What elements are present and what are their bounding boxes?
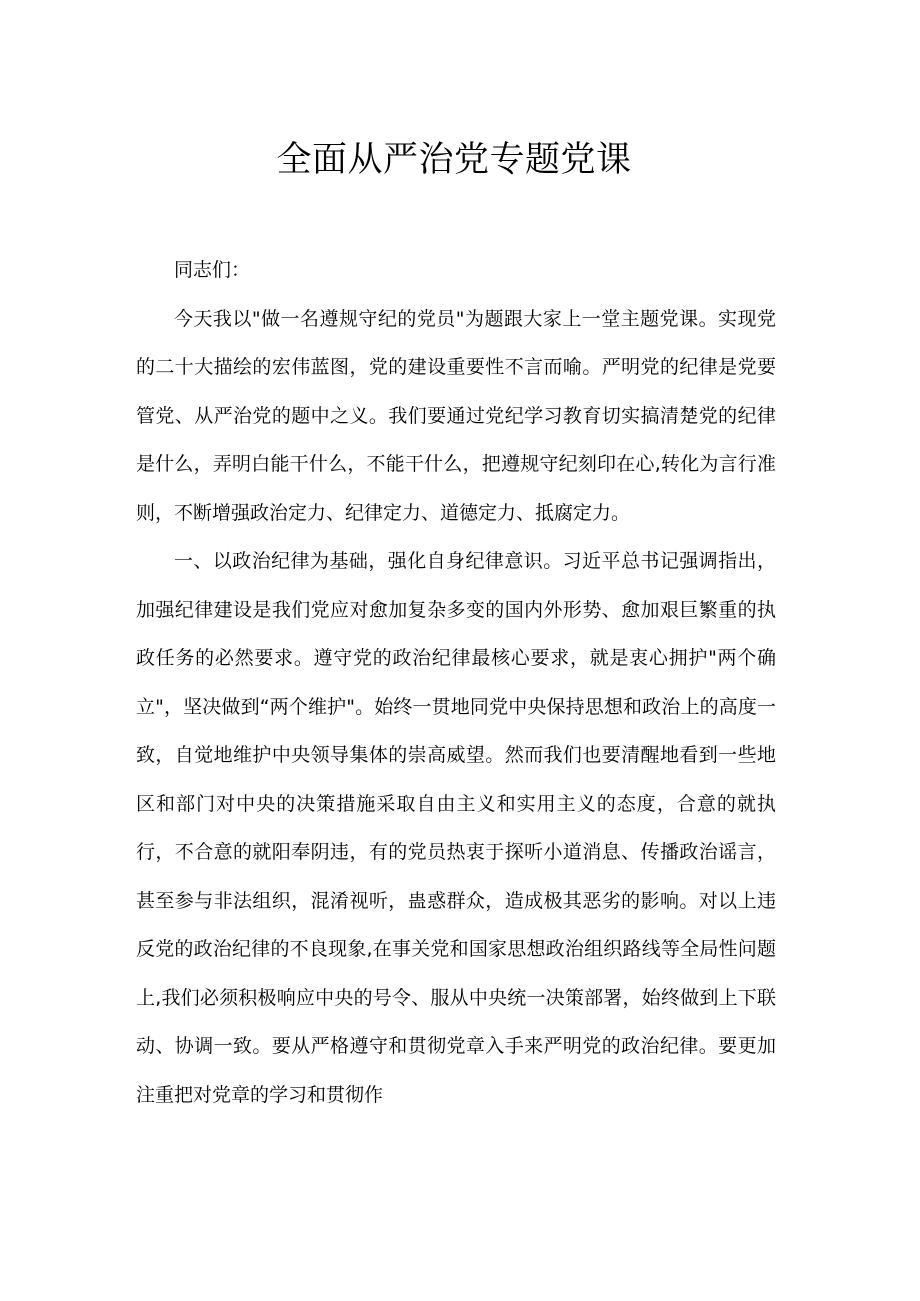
greeting-line: 同志们：	[174, 259, 251, 281]
paragraph-section-one: 一、以政治纪律为基础，强化自身纪律意识。习近平总书记强调指出，加强纪律建设是我们党应对愈加复杂多变的国内外形势、愈加艰巨繁重的执政任务的必然要求。遵守党的政治纪律最核心要求，就是衷心拥护"两个确立"，坚决做到“两个维护"。始终一贯地同党中央保持思想和政治上的高度一致，自觉地维护中央领导集体的崇高威望。然而我们也要清醒地看到一些地区和部门对中央的决策措施采取自由主义和实用主义的态度，合意的就执行，不合意的就阳奉阴违，有的党员热衷于探听小道消息、传播政治谣言，甚至参与非法组织，混淆视听，蛊惑群众，造成极其恶劣的影响。对以上违反党的政治纪律的不良现象,在事关党和国家思想政治组织路线等全局性问题上,我们必须积极响应中央的号令、服从中央统一决策部署，始终做到上下联动、协调一致。要从严格遵守和贯彻党章入手来严明党的政治纪律。要更加注重把对党章的学习和贯彻作	[136, 550, 776, 1106]
document-title: 全面从严治党专题党课	[276, 140, 632, 180]
paragraph-intro: 今天我以"做一名遵规守纪的党员"为题跟大家上一堂主题党课。实现党的二十大描绘的宏伟蓝图，党的建设重要性不言而喻。严明党的纪律是党要管党、从严治党的题中之义。我们要通过党纪学习教育切实搞清楚党的纪律是什么，弄明白能干什么，不能干什么，把遵规守纪刻印在心,转化为言行准则，不断增强政治定力、纪律定力、道德定力、抵腐定力。	[136, 307, 776, 524]
document-body	[136, 246, 776, 1119]
